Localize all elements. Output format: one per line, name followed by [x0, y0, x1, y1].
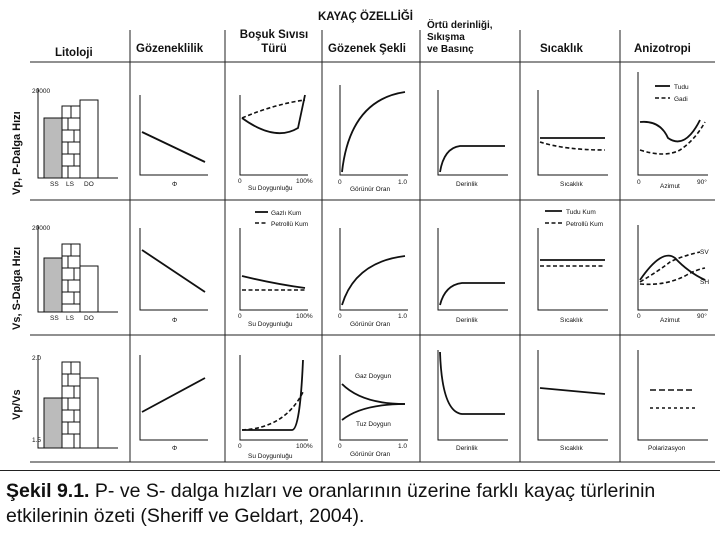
tick-sat100-vp: 100%: [296, 178, 313, 185]
figure-title: KAYAÇ ÖZELLİĞİ: [318, 11, 413, 23]
axis-porosity-vp: Φ: [172, 181, 178, 188]
caption-lead: Şekil 9.1.: [6, 480, 90, 502]
lith-do-vs: DO: [84, 315, 94, 322]
axis-depth-vs: Derinlik: [456, 317, 478, 324]
tick-ar1-vp: 1.0: [398, 179, 408, 186]
column-header-temperature: Sıcaklık: [540, 43, 583, 55]
axis-azimuth-vp: Azimut: [660, 183, 680, 190]
depth-hdr-line: Sıkışma: [427, 32, 465, 43]
axis-aspect-vs: Görünür Oran: [350, 321, 391, 328]
tick-vp-top: 20000: [32, 88, 51, 95]
legend-sh: SH: [700, 279, 710, 286]
fluid-hdr-line: Boşuk Sıvısı: [239, 29, 309, 41]
tick-ar0-vp: 0: [338, 179, 342, 186]
legend-tudu: Tudu: [674, 84, 689, 91]
column-header-pore-shape: Gözenek Şekli: [328, 43, 406, 55]
legend-gas-sand: Gazlı Kum: [271, 210, 302, 217]
axis-temperature-ratio: Sıcaklık: [560, 445, 583, 452]
fluid-hdr-line: Türü: [261, 43, 287, 55]
axis-aspect-vp: Görünür Oran: [350, 186, 391, 193]
tick-az90-vs: 90°: [697, 313, 707, 320]
axis-saturation-vs: Su Doygunluğu: [248, 321, 293, 328]
lith-do: DO: [84, 181, 94, 188]
tick-az0-vs: 0: [637, 313, 641, 320]
depth-hdr-line: Örtü derinliği,: [427, 20, 493, 31]
legend-sv: SV: [700, 249, 709, 256]
legend-gadi: Gadi: [674, 96, 688, 103]
tick-ar0-ratio: 0: [338, 443, 342, 450]
axis-depth-ratio: Derinlik: [456, 445, 478, 452]
tick-sat100-vs: 100%: [296, 313, 313, 320]
axis-aspect-ratio: Görünür Oran: [350, 451, 391, 458]
tick-ratio-top: 2.0: [32, 355, 42, 362]
axis-temperature-vs: Sıcaklık: [560, 317, 583, 324]
column-header-porosity: Gözeneklilik: [136, 43, 204, 55]
axis-porosity-vs: Φ: [172, 317, 178, 324]
tick-sat0-ratio: 0: [238, 443, 242, 450]
label-brine-saturated: Tuz Doygun: [356, 421, 391, 428]
lith-ss: SS: [50, 181, 59, 188]
lith-ss-vs: SS: [50, 315, 59, 322]
axis-temperature-vp: Sıcaklık: [560, 181, 583, 188]
axis-saturation-vp: Su Doygunluğu: [248, 185, 293, 192]
lith-ls: LS: [66, 181, 74, 188]
depth-hdr-line: ve Basınç: [427, 44, 474, 55]
legend-oil-sand-t: Petrollü Kum: [566, 221, 604, 228]
tick-az90-vp: 90°: [697, 179, 707, 186]
axis-depth-vp: Derinlik: [456, 181, 478, 188]
caption-text: P- ve S- dalga hızları ve oranlarının üzerine farklı kayaç türlerinin etkilerinin özeti (Sheriff ve Geldart, 2004).: [6, 480, 656, 527]
axis-saturation-ratio: Su Doygunluğu: [248, 453, 293, 460]
tick-ar0-vs: 0: [338, 313, 342, 320]
figure-caption: [0, 470, 720, 540]
tick-sat100-ratio: 100%: [296, 443, 313, 450]
tick-sat0-vp: 0: [238, 178, 242, 185]
row-label-vp: Vp, P-Dalga Hızı: [11, 111, 23, 195]
tick-ar1-ratio: 1.0: [398, 443, 408, 450]
legend-tudu-sand: Tudu Kum: [566, 209, 596, 216]
axis-porosity-ratio: Φ: [172, 445, 178, 452]
tick-ratio-bottom: 1.5: [32, 437, 42, 444]
row-label-ratio: Vp/Vs: [11, 389, 23, 420]
label-gas-saturated: Gaz Doygun: [355, 373, 392, 380]
tick-sat0-vs: 0: [238, 313, 242, 320]
axis-polarization: Polarizasyon: [648, 445, 686, 452]
axis-azimuth-vs: Azimut: [660, 317, 680, 324]
column-header-anisotropy: Anizotropi: [634, 43, 691, 55]
tick-ar1-vs: 1.0: [398, 313, 408, 320]
column-header-lithology: Litoloji: [55, 47, 93, 59]
lith-ls-vs: LS: [66, 315, 74, 322]
tick-az0-vp: 0: [637, 179, 641, 186]
row-label-vs: Vs, S-Dalga Hızı: [11, 246, 23, 330]
tick-vs-top: 20000: [32, 225, 51, 232]
legend-oil-sand: Petrollü Kum: [271, 221, 309, 228]
